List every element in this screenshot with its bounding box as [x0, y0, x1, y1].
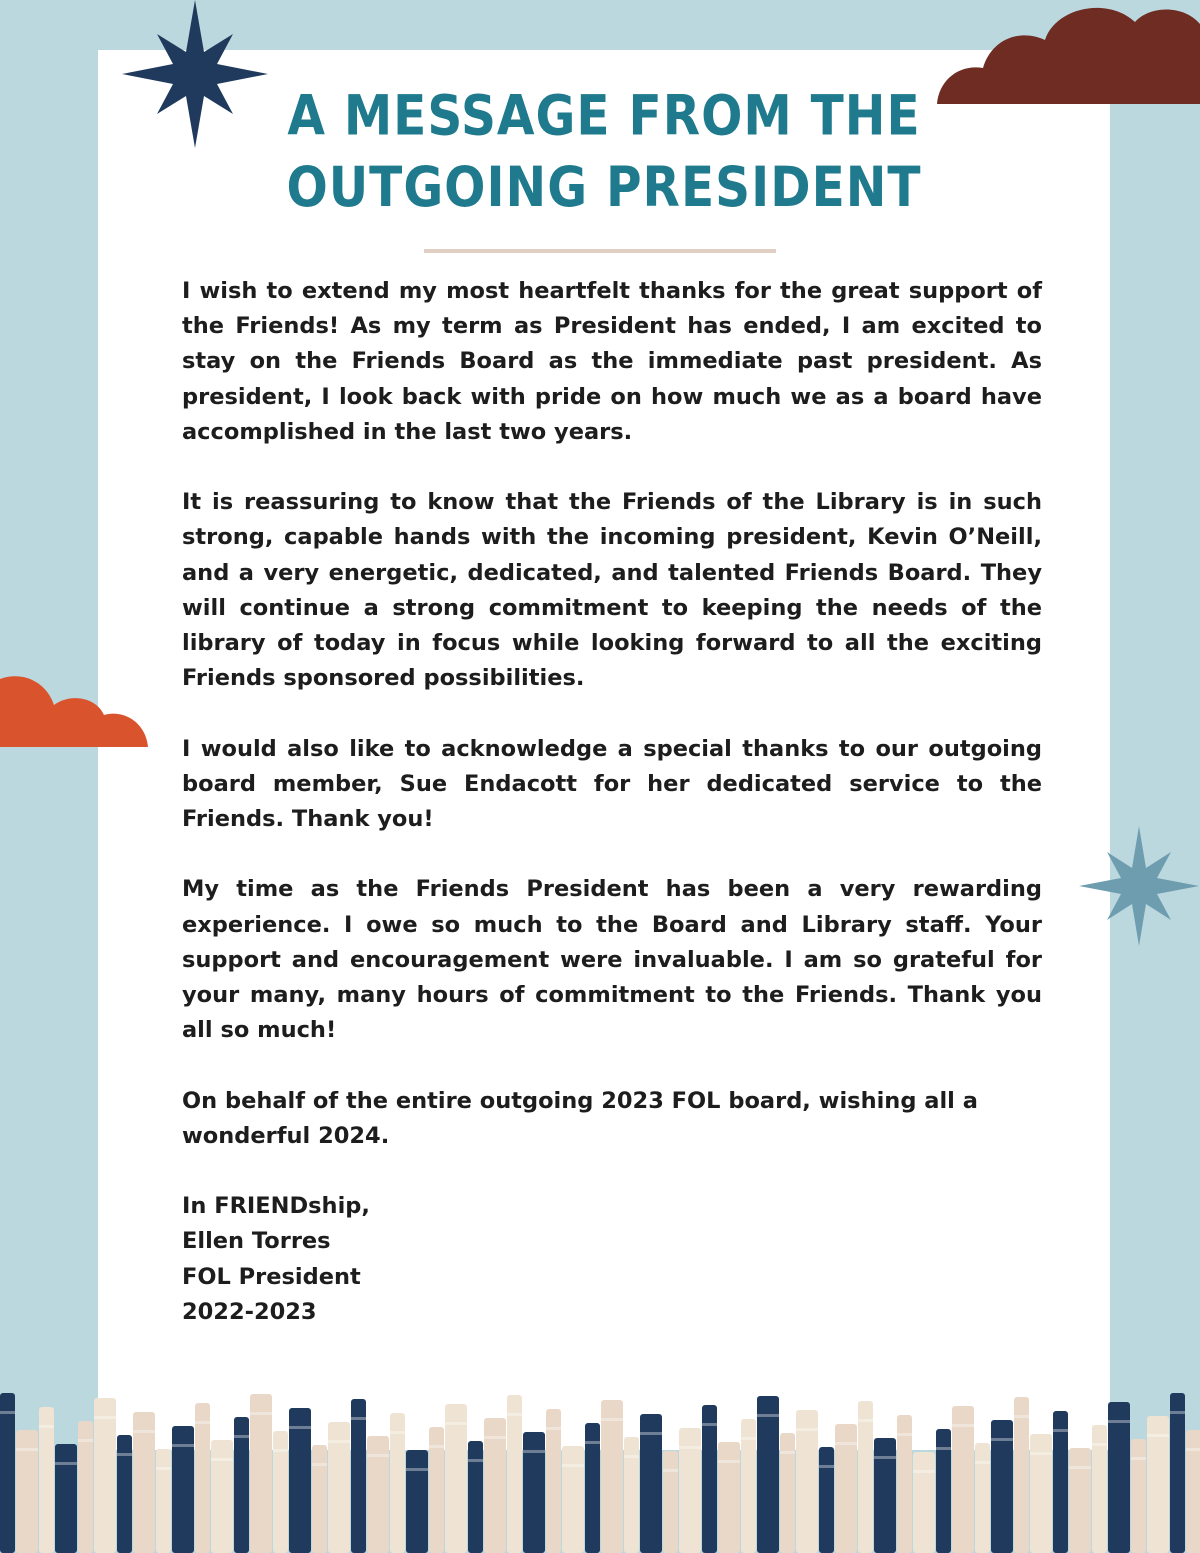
- book-spine: [796, 1410, 818, 1553]
- book-spine: [39, 1407, 54, 1553]
- book-spine: [156, 1449, 171, 1553]
- book-spine-band: [133, 1430, 155, 1433]
- book-spine-band: [640, 1432, 662, 1435]
- book-spine: [133, 1412, 155, 1553]
- book-spine: [874, 1438, 896, 1553]
- book-spine-band: [429, 1445, 444, 1448]
- paragraph-5: On behalf of the entire outgoing 2023 FOL board, wishing all a wonderful 2024.: [182, 1087, 978, 1149]
- book-spine-band: [468, 1459, 483, 1462]
- book-spine: [757, 1396, 779, 1553]
- book-spine: [858, 1401, 873, 1553]
- book-spine: [952, 1406, 974, 1553]
- book-spine-band: [913, 1470, 935, 1473]
- book-spine-band: [484, 1436, 506, 1439]
- book-spine-band: [757, 1414, 779, 1417]
- book-spine: [312, 1445, 327, 1553]
- book-spine-band: [991, 1438, 1013, 1441]
- book-spine: [562, 1446, 584, 1553]
- bookshelf: [0, 1383, 1200, 1553]
- book-spine: [1170, 1393, 1185, 1553]
- book-spine: [445, 1404, 467, 1553]
- paragraph-2: It is reassuring to know that the Friends of the Library is in such strong, capable hands with the incoming president, Kevin O’Neill, and a very energetic, dedicated, and talented Friends Board. They will continue a strong commitment to keeping the needs of the library of today in focus while looking forward to all the exciting Friends sponsored possibilities.: [182, 489, 1042, 692]
- book-spine-band: [624, 1455, 639, 1458]
- book-spine: [289, 1408, 311, 1553]
- signature-role: FOL President: [182, 1263, 361, 1290]
- book-spine-band: [273, 1449, 288, 1452]
- book-spine: [468, 1441, 483, 1553]
- book-spine: [211, 1440, 233, 1553]
- book-spine: [601, 1400, 623, 1553]
- book-spine-band: [1092, 1443, 1107, 1446]
- book-spine: [94, 1398, 116, 1553]
- book-spine: [546, 1409, 561, 1553]
- book-spine: [0, 1393, 15, 1553]
- book-spine: [1131, 1439, 1146, 1553]
- book-spine: [624, 1437, 639, 1553]
- book-spine-band: [172, 1444, 194, 1447]
- paragraph-1: I wish to extend my most heartfelt thanks for the great support of the Friends! As my term as President has ended, I am excited to stay on the Friends Board as the immediate past president. As president, I look back with pride on how much we as a board have accomplished in the last two years.: [182, 278, 1042, 445]
- book-spine-band: [1186, 1448, 1200, 1451]
- book-spine-band: [585, 1441, 600, 1444]
- paragraph-3: I would also like to acknowledge a special thanks to our outgoing board member, Sue Endacott for her dedicated service to the Friends. Thank you!: [182, 735, 1042, 833]
- title-line-2: OUTGOING PRESIDENT: [286, 155, 922, 220]
- book-spine: [507, 1395, 522, 1553]
- book-spine-band: [94, 1416, 116, 1419]
- book-spine: [975, 1443, 990, 1553]
- book-spine-band: [39, 1425, 54, 1428]
- book-spine-band: [1108, 1420, 1130, 1423]
- book-spine: [55, 1444, 77, 1553]
- signature-name: Ellen Torres: [182, 1228, 331, 1255]
- book-spine-band: [741, 1437, 756, 1440]
- book-spine-band: [156, 1467, 171, 1470]
- book-spine-band: [952, 1424, 974, 1427]
- book-spine: [819, 1447, 834, 1553]
- book-spine-band: [663, 1469, 678, 1472]
- book-spine-band: [16, 1448, 38, 1451]
- book-spine-band: [702, 1423, 717, 1426]
- book-spine-band: [445, 1422, 467, 1425]
- book-spine: [663, 1451, 678, 1553]
- book-spine-band: [835, 1442, 857, 1445]
- book-spine-band: [351, 1417, 366, 1420]
- book-spine-band: [679, 1446, 701, 1449]
- book-spine: [250, 1394, 272, 1553]
- book-spine: [1053, 1411, 1068, 1553]
- book-spine-band: [0, 1411, 15, 1414]
- title-line-1: A MESSAGE FROM THE: [287, 83, 921, 148]
- book-spine-band: [1131, 1457, 1146, 1460]
- book-spine-band: [289, 1426, 311, 1429]
- book-spine-band: [78, 1439, 93, 1442]
- book-spine-band: [897, 1433, 912, 1436]
- book-spine-band: [796, 1428, 818, 1431]
- book-spine-band: [507, 1413, 522, 1416]
- book-spine-band: [1069, 1466, 1091, 1469]
- book-spine: [1108, 1402, 1130, 1553]
- book-spine-band: [546, 1427, 561, 1430]
- book-spine-band: [780, 1451, 795, 1454]
- signature-term: 2022-2023: [182, 1298, 317, 1325]
- letter-body: [182, 274, 1042, 1330]
- book-spine: [913, 1452, 935, 1553]
- book-spine: [351, 1399, 366, 1553]
- book-spine-band: [819, 1465, 834, 1468]
- book-spine-band: [195, 1421, 210, 1424]
- book-spine: [702, 1405, 717, 1553]
- book-spine-band: [367, 1454, 389, 1457]
- book-spine: [1069, 1448, 1091, 1553]
- blue-star-icon: [1078, 825, 1200, 947]
- book-spine-band: [390, 1431, 405, 1434]
- book-spine-band: [523, 1450, 545, 1453]
- book-spine-band: [562, 1464, 584, 1467]
- book-spine-band: [936, 1447, 951, 1450]
- book-spine-band: [234, 1435, 249, 1438]
- book-spine-band: [328, 1440, 350, 1443]
- paragraph-4: My time as the Friends President has been a very rewarding experience. I owe so much to the Board and Library staff. Your support and encouragement were invaluable. I am so grateful for your many, many hours of commitment to the Friends. Thank you all so much!: [182, 876, 1042, 1044]
- signature-closing: In FRIENDship,: [182, 1193, 370, 1220]
- title-divider: [424, 249, 776, 253]
- book-spine: [367, 1436, 389, 1553]
- book-spine-band: [312, 1463, 327, 1466]
- book-spine-band: [55, 1462, 77, 1465]
- book-spine-band: [975, 1461, 990, 1464]
- book-spine-band: [406, 1468, 428, 1471]
- book-spine-band: [874, 1456, 896, 1459]
- book-spine: [406, 1450, 428, 1553]
- book-spine-band: [1014, 1415, 1029, 1418]
- book-spine-band: [1030, 1452, 1052, 1455]
- book-spine-band: [718, 1460, 740, 1463]
- book-spine-band: [1170, 1411, 1185, 1414]
- book-spine: [718, 1442, 740, 1553]
- orange-cloud-icon: [0, 673, 150, 748]
- book-spine-band: [250, 1412, 272, 1415]
- book-spine-band: [601, 1418, 623, 1421]
- book-spine: [1014, 1397, 1029, 1553]
- book-spine: [117, 1435, 132, 1553]
- book-spine-band: [1147, 1434, 1169, 1437]
- book-spine: [195, 1403, 210, 1553]
- book-spine-band: [117, 1453, 132, 1456]
- page-title: [98, 81, 1110, 224]
- book-spine: [1030, 1434, 1052, 1553]
- book-spine-band: [1053, 1429, 1068, 1432]
- signature-block: [182, 1189, 1042, 1330]
- book-spine-band: [858, 1419, 873, 1422]
- book-spine-band: [211, 1458, 233, 1461]
